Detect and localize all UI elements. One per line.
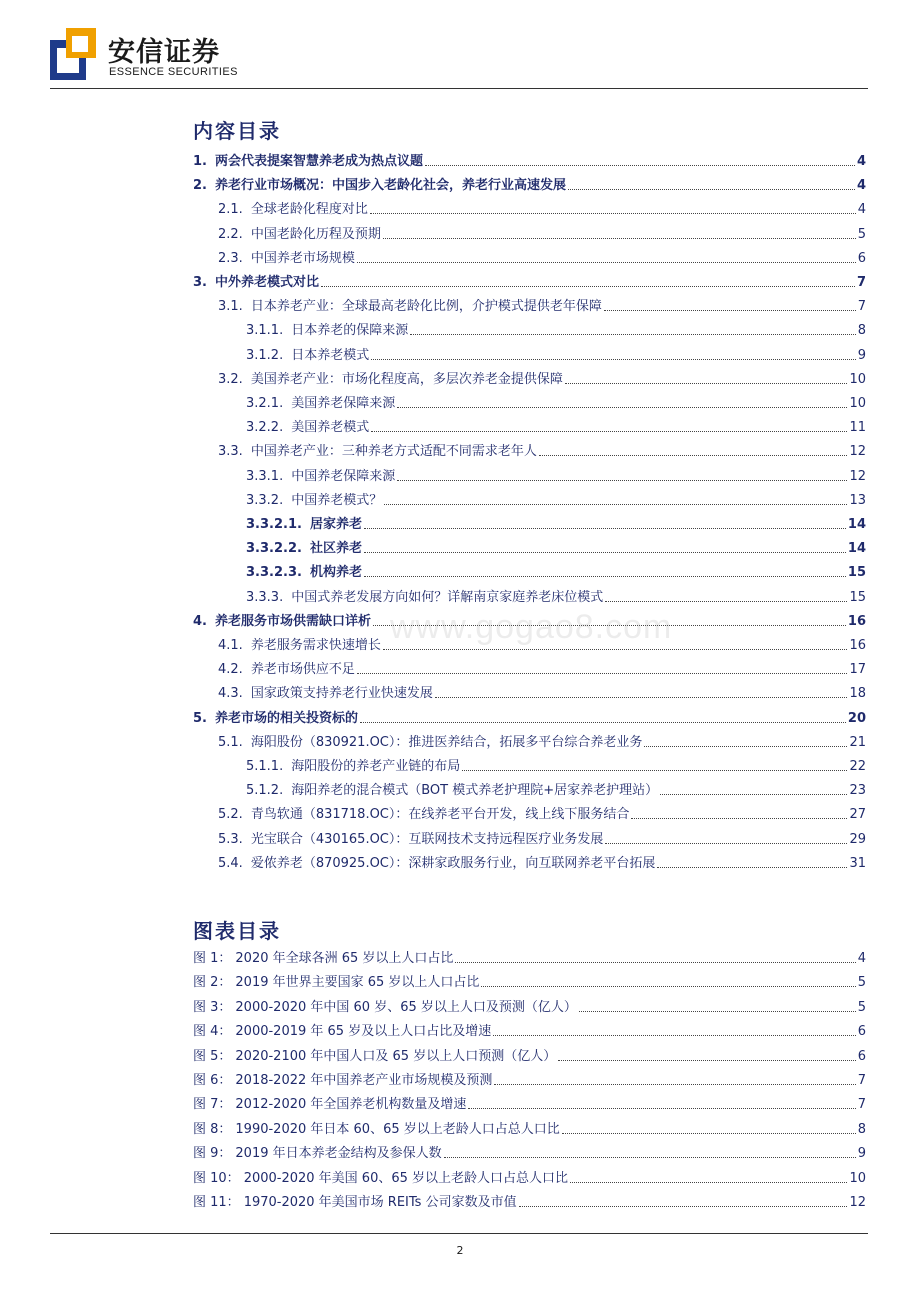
toc-entry-number: 4. (193, 613, 207, 629)
toc-entry-page: 4 (856, 154, 866, 169)
toc-entry-title: 中国养老产业：三种养老方式适配不同需求老年人 (250, 444, 537, 460)
figure-entry-title: 2000-2020 年美国 60、65 岁以上老龄人口占总人口比 (243, 1170, 569, 1186)
toc-entry-number: 3.3.2. (246, 492, 284, 508)
toc-entry-page: 14 (847, 541, 866, 557)
toc-entry-page: 7 (857, 299, 866, 315)
toc-entry-page: 10 (849, 371, 866, 387)
toc-entry-number: 5.1. (218, 734, 243, 750)
toc-entry-number: 2.3. (218, 250, 243, 266)
toc-entry[interactable] (246, 779, 866, 799)
toc-entry-title: 美国养老模式 (291, 420, 370, 436)
toc-entry-number: 2.2. (218, 226, 243, 242)
toc-entry-title: 养老服务市场供需缺口详析 (214, 613, 371, 629)
figure-entry[interactable] (193, 1142, 866, 1162)
toc-entry-number: 3.2.2. (246, 420, 284, 436)
figure-entry-number: 图 7： (193, 1097, 232, 1113)
toc-entry[interactable] (246, 586, 866, 606)
toc-entry[interactable] (193, 150, 866, 170)
figure-entry-number: 图 8： (193, 1121, 232, 1137)
logo-english-name: ESSENCE SECURITIES (109, 66, 238, 78)
toc-entry-title: 爱侬养老（870925.OC）：深耕家政服务行业，向互联网养老平台拓展 (250, 855, 656, 871)
toc-entry-number: 3. (193, 275, 207, 290)
figure-entry-page: 6 (857, 1024, 866, 1040)
toc-leader-dots (565, 383, 848, 384)
toc-entry[interactable] (218, 198, 866, 218)
toc-entry[interactable] (193, 271, 866, 291)
figure-leader-dots (493, 1035, 856, 1036)
figure-entry-page: 7 (857, 1073, 866, 1088)
toc-entry-number: 5.1.1. (246, 759, 284, 774)
figure-leader-dots (570, 1182, 847, 1183)
figure-entry[interactable] (193, 1045, 866, 1065)
figure-leader-dots (579, 1011, 856, 1012)
figure-entry-number: 图 11： (193, 1195, 240, 1210)
figure-entry[interactable] (193, 1167, 866, 1187)
toc-leader-dots (604, 310, 856, 311)
toc-entry-number: 4.2. (218, 662, 243, 678)
toc-entry-title: 光宝联合（430165.OC）：互联网技术支持远程医疗业务发展 (250, 831, 604, 847)
toc-entry-title: 养老市场的相关投资标的 (214, 710, 358, 726)
figure-leader-dots (519, 1206, 848, 1207)
toc-leader-dots (539, 455, 848, 456)
header-divider (50, 88, 868, 89)
toc-leader-dots (660, 794, 847, 795)
toc-entry-title: 日本养老模式 (291, 347, 370, 363)
toc-leader-dots (397, 480, 847, 481)
toc-entry[interactable] (246, 755, 866, 775)
toc-entry[interactable] (218, 368, 866, 388)
figure-leader-dots (468, 1108, 855, 1109)
toc-entry-title: 国家政策支持养老行业快速发展 (250, 686, 433, 702)
figure-entry-page: 8 (857, 1121, 866, 1137)
figure-entry-page: 7 (857, 1097, 866, 1113)
watermark: www.gogao8.com (390, 608, 673, 646)
toc-leader-dots (425, 165, 855, 166)
figures-title: 图表目录 (193, 919, 281, 943)
toc-entry-title: 机构养老 (309, 565, 362, 581)
figure-leader-dots (455, 962, 855, 963)
essence-logo-icon (50, 28, 98, 82)
figure-entry-page: 5 (857, 975, 866, 991)
toc-entry-title: 海阳股份（830921.OC）：推进医养结合，拓展多平台综合养老业务 (250, 734, 643, 750)
toc-entry-title: 美国养老产业：市场化程度高，多层次养老金提供保障 (250, 371, 563, 387)
toc-entry-number: 3.3. (218, 444, 243, 460)
toc-leader-dots (605, 601, 847, 602)
figure-entry-page: 10 (849, 1170, 866, 1186)
figure-entry-number: 图 6： (193, 1073, 232, 1088)
toc-leader-dots (397, 407, 847, 408)
figure-entry-page: 4 (857, 951, 866, 966)
toc-leader-dots (364, 576, 846, 577)
toc-entry-page: 4 (857, 202, 866, 218)
figure-entry-title: 2019 年世界主要国家 65 岁以上人口占比 (235, 975, 480, 991)
footer-divider (50, 1233, 868, 1234)
toc-entry-page: 17 (849, 662, 866, 678)
toc-entry-page: 16 (849, 638, 866, 653)
toc-entry-page: 13 (849, 492, 866, 508)
figure-leader-dots (481, 986, 855, 987)
toc-entry-title: 青鸟软通（831718.OC）：在线养老平台开发，线上线下服务结合 (250, 807, 630, 823)
toc-entry-number: 5. (193, 710, 207, 726)
toc-entry[interactable] (246, 561, 866, 581)
toc-entry-title: 两会代表提案智慧养老成为热点议题 (214, 154, 423, 169)
toc-entry[interactable] (193, 174, 866, 194)
figure-entry-number: 图 5： (193, 1048, 232, 1064)
toc-leader-dots (321, 286, 855, 287)
figure-entry-page: 12 (849, 1195, 866, 1210)
figure-entry-page: 9 (857, 1146, 866, 1162)
toc-entry[interactable] (218, 828, 866, 848)
figure-entry-title: 2012-2020 年全国养老机构数量及增速 (235, 1097, 467, 1113)
toc-entry-number: 5.4. (218, 855, 243, 871)
toc-entry-number: 2. (193, 178, 207, 194)
toc-entry-title: 养老市场供应不足 (250, 662, 355, 678)
page-number: 2 (456, 1244, 464, 1257)
toc-entry[interactable] (193, 707, 866, 727)
toc-entry[interactable] (218, 803, 866, 823)
toc-entry-number: 3.2.1. (246, 396, 284, 411)
toc-leader-dots (631, 818, 847, 819)
toc-leader-dots (370, 213, 856, 214)
toc-entry[interactable] (246, 416, 866, 436)
toc-entry[interactable] (218, 440, 866, 460)
toc-entry-page: 15 (849, 589, 866, 605)
toc-entry-title: 中外养老模式对比 (214, 275, 319, 290)
toc-entry[interactable] (218, 658, 866, 678)
toc-leader-dots (357, 262, 856, 263)
toc-entry-page: 29 (849, 831, 866, 847)
toc-entry[interactable] (246, 392, 866, 412)
toc-entry[interactable] (218, 731, 866, 751)
toc-leader-dots (383, 649, 848, 650)
toc-entry-page: 12 (849, 468, 866, 484)
figure-leader-dots (562, 1133, 856, 1134)
figure-entry[interactable] (193, 1191, 866, 1211)
figure-entry-title: 2018-2022 年中国养老产业市场规模及预测 (235, 1073, 493, 1088)
figure-entry[interactable] (193, 1020, 866, 1040)
toc-entry-page: 18 (849, 686, 866, 702)
toc-entry-number: 5.2. (218, 807, 243, 823)
toc-leader-dots (410, 334, 855, 335)
figure-entry-number: 图 4： (193, 1024, 232, 1040)
toc-entry-page: 6 (857, 250, 866, 266)
toc-entry-page: 8 (857, 323, 866, 339)
figure-entry[interactable] (193, 947, 866, 967)
toc-entry-number: 2.1. (218, 202, 243, 218)
toc-entry-title: 中国式养老发展方向如何？详解南京家庭养老床位模式 (291, 589, 604, 605)
toc-entry-page: 23 (849, 783, 866, 799)
figure-entry-page: 6 (857, 1048, 866, 1064)
figure-entry[interactable] (193, 1069, 866, 1089)
toc-entry-number: 3.2. (218, 371, 243, 387)
toc-entry-page: 7 (856, 275, 866, 290)
figure-leader-dots (558, 1060, 856, 1061)
toc-entry-number: 3.3.2.3. (246, 565, 302, 581)
toc-entry-title: 居家养老 (309, 517, 362, 532)
toc-entry-number: 4.1. (218, 638, 243, 653)
toc-entry-page: 20 (847, 710, 866, 726)
toc-entry-number: 3.3.1. (246, 468, 284, 484)
toc-entry-page: 27 (849, 807, 866, 823)
figure-entry-title: 2019 年日本养老金结构及参保人数 (235, 1146, 442, 1162)
toc-leader-dots (384, 504, 847, 505)
toc-entry-title: 中国养老模式？ (291, 492, 383, 508)
toc-entry-title: 美国养老保障来源 (291, 396, 396, 411)
toc-entry-number: 3.1.1. (246, 323, 284, 339)
toc-entry-title: 中国养老保障来源 (291, 468, 396, 484)
figure-leader-dots (494, 1084, 855, 1085)
figure-entry-title: 1970-2020 年美国市场 REITs 公司家数及市值 (243, 1195, 517, 1210)
figure-entry-page: 5 (857, 999, 866, 1015)
toc-entry-number: 3.3.3. (246, 589, 284, 605)
page-header (0, 0, 920, 92)
toc-entry-number: 3.1. (218, 299, 243, 315)
toc-entry-page: 15 (847, 565, 866, 581)
toc-entry[interactable] (218, 295, 866, 315)
toc-entry-title: 全球老龄化程度对比 (250, 202, 368, 218)
toc-leader-dots (364, 552, 846, 553)
toc-entry[interactable] (246, 513, 866, 533)
toc-entry-page: 9 (857, 347, 866, 363)
toc-entry-number: 5.3. (218, 831, 243, 847)
toc-entry-page: 21 (849, 734, 866, 750)
toc-entry-page: 5 (857, 226, 866, 242)
toc-entry[interactable] (218, 852, 866, 872)
toc-entry-number: 3.1.2. (246, 347, 284, 363)
figure-entry-number: 图 10： (193, 1170, 240, 1186)
toc-entry-title: 养老行业市场概况：中国步入老龄化社会，养老行业高速发展 (214, 178, 566, 194)
toc-entry-title: 中国养老市场规模 (250, 250, 355, 266)
figure-entry-number: 图 9： (193, 1146, 232, 1162)
figure-entry[interactable] (193, 971, 866, 991)
toc-leader-dots (435, 697, 848, 698)
toc-entry[interactable] (246, 489, 866, 509)
toc-leader-dots (383, 238, 856, 239)
toc-entry-page: 12 (849, 444, 866, 460)
figure-entry[interactable] (193, 996, 866, 1016)
toc-leader-dots (657, 867, 847, 868)
toc-entry[interactable] (218, 247, 866, 267)
toc-entry-number: 1. (193, 154, 207, 169)
toc-entry-title: 日本养老产业：全球最高老龄化比例，介护模式提供老年保障 (250, 299, 602, 315)
toc-leader-dots (371, 431, 847, 432)
figure-entry-number: 图 3： (193, 999, 232, 1015)
figure-leader-dots (444, 1157, 856, 1158)
figure-entry-title: 2020 年全球各洲 65 岁以上人口占比 (235, 951, 454, 966)
toc-leader-dots (644, 746, 847, 747)
toc-entry[interactable] (246, 465, 866, 485)
toc-entry-title: 海阳股份的养老产业链的布局 (291, 759, 461, 774)
toc-entry[interactable] (218, 223, 866, 243)
figure-entry-number: 图 2： (193, 975, 232, 991)
toc-leader-dots (357, 673, 848, 674)
figure-entry-title: 2000-2019 年 65 岁及以上人口占比及增速 (235, 1024, 492, 1040)
toc-leader-dots (364, 528, 846, 529)
logo-chinese-name: 安信证券 (108, 37, 220, 68)
toc-entry-page: 31 (849, 855, 866, 871)
toc-entry-page: 16 (847, 613, 866, 629)
toc-leader-dots (371, 359, 855, 360)
toc-entry-title: 海阳养老的混合模式（BOT 模式养老护理院+居家养老护理站） (291, 783, 659, 799)
toc-entry-title: 日本养老的保障来源 (291, 323, 409, 339)
toc-leader-dots (462, 770, 847, 771)
toc-entry-number: 5.1.2. (246, 783, 284, 799)
toc-entry-page: 14 (847, 517, 866, 532)
toc-entry-title: 社区养老 (309, 541, 362, 557)
toc-entry[interactable] (246, 319, 866, 339)
toc-leader-dots (360, 722, 846, 723)
toc-entry-page: 10 (849, 396, 866, 411)
figure-entry-title: 2000-2020 年中国 60 岁、65 岁以上人口及预测（亿人） (235, 999, 577, 1015)
figure-entry-number: 图 1： (193, 951, 232, 966)
toc-title: 内容目录 (193, 119, 281, 143)
toc-leader-dots (568, 189, 855, 190)
toc-entry-page: 4 (856, 178, 866, 194)
toc-entry-number: 4.3. (218, 686, 243, 702)
toc-entry[interactable] (246, 537, 866, 557)
toc-entry-number: 3.3.2.2. (246, 541, 302, 557)
toc-entry[interactable] (246, 344, 866, 364)
toc-entry-title: 中国老龄化历程及预期 (250, 226, 381, 242)
toc-entry[interactable] (218, 682, 866, 702)
toc-entry-page: 22 (849, 759, 866, 774)
toc-leader-dots (605, 843, 847, 844)
toc-entry-title: 养老服务需求快速增长 (250, 638, 381, 653)
figure-entry-title: 1990-2020 年日本 60、65 岁以上老龄人口占总人口比 (235, 1121, 560, 1137)
toc-entry-number: 3.3.2.1. (246, 517, 302, 532)
figure-entry[interactable] (193, 1118, 866, 1138)
figure-entry-title: 2020-2100 年中国人口及 65 岁以上人口预测（亿人） (235, 1048, 557, 1064)
toc-entry-page: 11 (849, 420, 866, 436)
figure-entry[interactable] (193, 1093, 866, 1113)
